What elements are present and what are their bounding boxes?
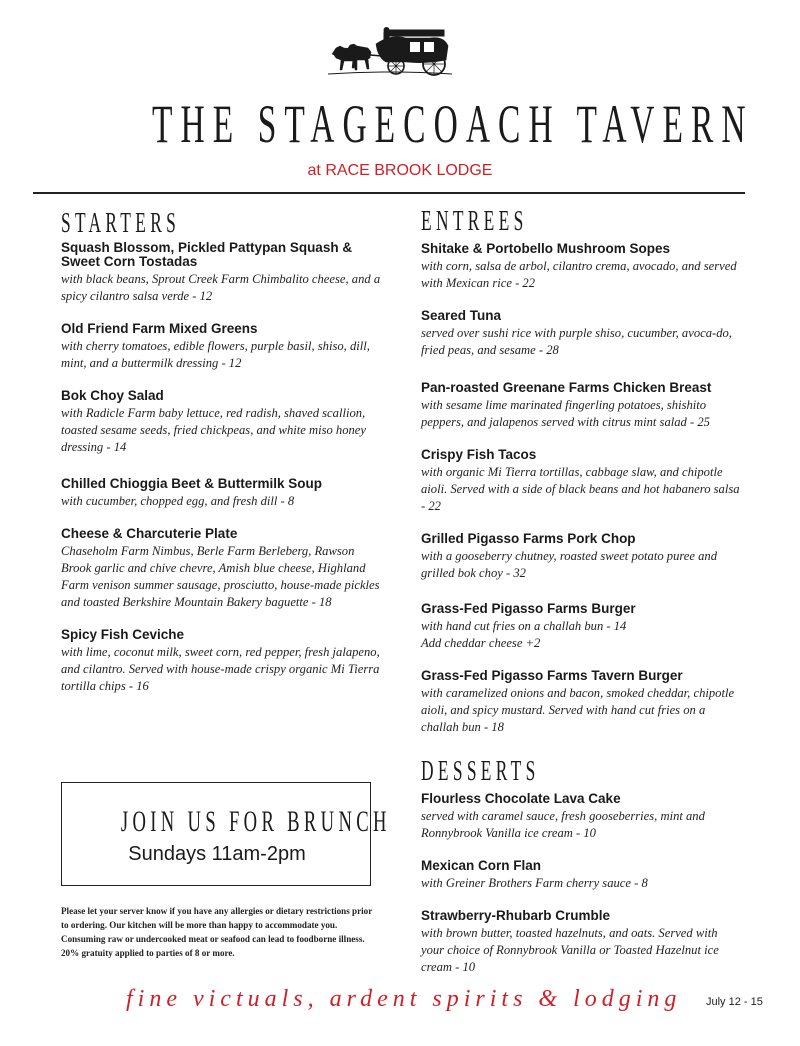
list-item xyxy=(421,309,743,359)
page-title: THE STAGECOACH TAVERN xyxy=(152,94,754,154)
list-item xyxy=(61,527,383,611)
item-name: Grilled Pigasso Farms Pork Chop xyxy=(421,531,636,546)
item-description: Chaseholm Farm Nimbus, Berle Farm Berleberg, Rawson Brook garlic and chive chevre, Amish blue cheese, Highland Farm venison summer sausage, prosciutto, house-made pickles and toasted Berkshire Mountain Bakery baguette - 18 xyxy=(61,544,380,609)
list-item xyxy=(421,859,743,892)
list-item xyxy=(421,602,743,652)
menu-date: July 12 - 15 xyxy=(706,996,763,1008)
brunch-time: Sundays 11am-2pm xyxy=(128,843,306,865)
item-name: Spicy Fish Ceviche xyxy=(61,627,185,642)
subtitle: at RACE BROOK LODGE xyxy=(307,162,493,179)
item-description: with cherry tomatoes, edible flowers, purple basil, shiso, dill, mint, and a buttermilk dressing - 12 xyxy=(61,339,370,370)
item-description: with Radicle Farm baby lettuce, red radish, shaved scallion, toasted sesame seeds, fried chickpeas, and white miso honey dressing - 14 xyxy=(61,406,366,454)
item-name: Mexican Corn Flan xyxy=(421,858,542,873)
item-description: with hand cut fries on a challah bun - 14 Add cheddar cheese +2 xyxy=(421,619,627,650)
list-item xyxy=(421,532,743,582)
item-description: with cucumber, chopped egg, and fresh dill - 8 xyxy=(61,494,295,508)
item-name: Grass-Fed Pigasso Farms Burger xyxy=(421,601,636,616)
item-name: Shitake & Portobello Mushroom Sopes xyxy=(421,241,671,256)
list-item xyxy=(421,448,743,515)
divider xyxy=(33,192,745,194)
item-name: Flourless Chocolate Lava Cake xyxy=(421,791,621,806)
list-item xyxy=(421,669,743,736)
list-item xyxy=(421,792,743,842)
item-description: with sesame lime marinated fingerling potatoes, shishito peppers, and jalapenos served with citrus mint salad - 25 xyxy=(421,398,710,429)
list-item xyxy=(61,477,383,510)
item-description: with lime, coconut milk, sweet corn, red pepper, fresh jalapeno, and cilantro. Served with house-made crispy organic Mi Tierra tortilla chips - 16 xyxy=(61,645,380,693)
list-item xyxy=(61,241,383,305)
tagline: fine victuals, ardent spirits & lodging xyxy=(126,986,682,1012)
item-name: Strawberry-Rhubarb Crumble xyxy=(421,908,611,923)
item-name: Old Friend Farm Mixed Greens xyxy=(61,321,258,336)
starters-list xyxy=(61,241,383,712)
stagecoach-icon xyxy=(326,24,454,80)
item-name: Bok Choy Salad xyxy=(61,388,164,403)
item-name: Crispy Fish Tacos xyxy=(421,447,537,462)
brunch-box xyxy=(61,782,391,886)
starters-heading: STARTERS xyxy=(61,208,181,239)
list-item xyxy=(61,628,383,695)
item-description: with brown butter, toasted hazelnuts, and oats. Served with your choice of Ronnybrook Vanilla or Toasted Hazelnut ice cream - 10 xyxy=(421,926,719,974)
item-description: with caramelized onions and bacon, smoked cheddar, chipotle aioli, and spicy mustard. Served with hand cut fries on a challah bun - 18 xyxy=(421,686,735,734)
item-name: Grass-Fed Pigasso Farms Tavern Burger xyxy=(421,668,683,683)
item-name: Seared Tuna xyxy=(421,308,502,323)
brunch-title: JOIN US FOR BRUNCH xyxy=(120,805,391,838)
item-description: with a gooseberry chutney, roasted sweet potato puree and grilled bok choy - 32 xyxy=(421,549,718,580)
list-item xyxy=(421,909,743,976)
item-name: Pan-roasted Greenane Farms Chicken Breast xyxy=(421,380,712,395)
list-item xyxy=(61,322,383,372)
desserts-heading: DESSERTS xyxy=(421,756,540,787)
item-name: Chilled Chioggia Beet & Buttermilk Soup xyxy=(61,476,323,491)
list-item xyxy=(421,381,743,431)
item-name: Squash Blossom, Pickled Pattypan Squash & Sweet Corn Tostadas xyxy=(61,240,353,269)
entrees-list xyxy=(421,242,743,753)
list-item xyxy=(61,389,383,456)
item-description: with black beans, Sprout Creek Farm Chimbalito cheese, and a spicy cilantro salsa verde - 12 xyxy=(61,272,381,303)
entrees-heading: ENTREES xyxy=(421,206,528,237)
item-description: with corn, salsa de arbol, cilantro crema, avocado, and served with Mexican rice - 22 xyxy=(421,259,737,290)
allergy-note: Please let your server know if you have any allergies or dietary restrictions prior to ordering. Our kitchen will be more than happy to accommodate you. Consuming raw or undercooked meat or seafood can lead to foodborne illness. 20% gratuity applied to parties of 8 or more. xyxy=(61,906,373,958)
item-description: with Greiner Brothers Farm cherry sauce - 8 xyxy=(421,876,648,890)
item-description: with organic Mi Tierra tortillas, cabbage slaw, and chipotle aioli. Served with a side of black beans and hot habanero salsa - 22 xyxy=(421,465,740,513)
item-description: served with caramel sauce, fresh gooseberries, mint and Ronnybrook Vanilla ice cream - 10 xyxy=(421,809,705,840)
item-name: Cheese & Charcuterie Plate xyxy=(61,526,238,541)
desserts-list xyxy=(421,792,743,993)
item-description: served over sushi rice with purple shiso, cucumber, avoca-do, fried peas, and sesame - 28 xyxy=(421,326,732,357)
list-item xyxy=(421,242,743,292)
